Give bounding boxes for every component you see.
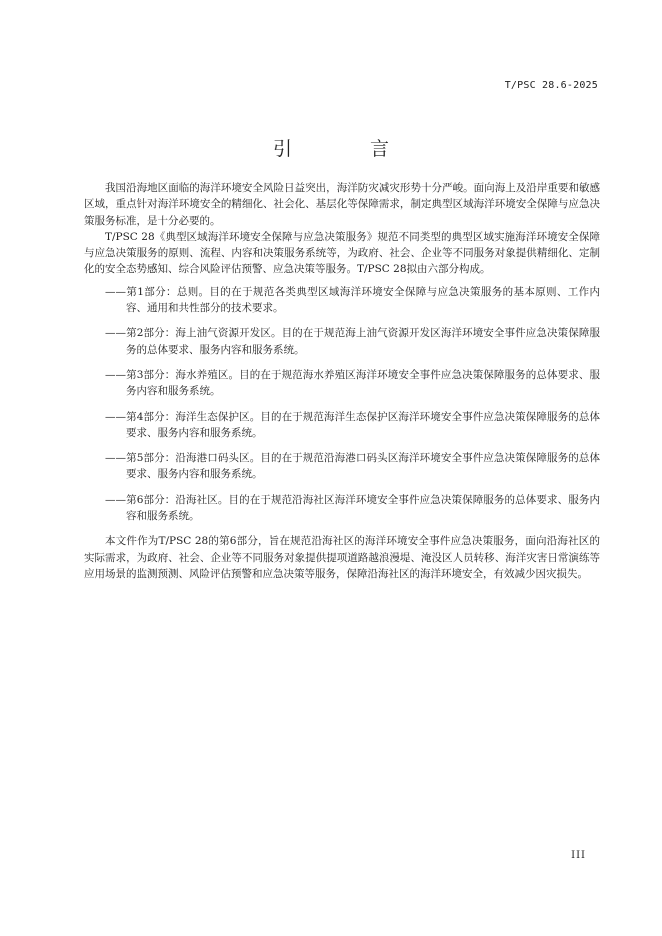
page-title: 引 言 <box>272 138 426 160</box>
list-item-part-3: ——第3部分：海水养殖区。目的在于规范海水养殖区海洋环境安全事件应急决策保障服务的总体要求、服务内容和服务系统。 <box>105 368 600 398</box>
document-code: T/PSC 28.6-2025 <box>504 80 598 91</box>
list-item-part-1: ——第1部分：总则。目的在于规范各类典型区域海洋环境安全保障与应急决策服务的基本原则、工作内容、通用和共性部分的技术要求。 <box>105 285 600 315</box>
list-item-part-5: ——第5部分：沿海港口码头区。目的在于规范沿海港口码头区海洋环境安全事件应急决策保障服务的总体要求、服务内容和服务系统。 <box>105 452 600 481</box>
page-number: III <box>571 850 586 861</box>
series-paragraph: T/PSC 28《典型区域海洋环境安全保障与应急决策服务》规范不同类型的典型区域实施海洋环境安全保障与应急决策服务的原则、流程、内容和决策服务系统等，为政府、社会、企业等不同服务对象提供精细化、定制化的安全态势感知、综合风险评估预警、应急决策等服务。T/PSC 28拟由六部分构成。 <box>84 230 600 276</box>
document-body <box>84 180 600 582</box>
list-item-part-2: ——第2部分：海上油气资源开发区。目的在于规范海上油气资源开发区海洋环境安全事件应急决策保障服务的总体要求、服务内容和服务系统。 <box>105 327 600 356</box>
parts-list <box>84 284 600 525</box>
closing-paragraph: 本文件作为T/PSC 28的第6部分，旨在规范沿海社区的海洋环境安全事件应急决策服务，面向沿海社区的实际需求，为政府、社会、企业等不同服务对象提供提项道路越浪漫堤、淹没区人员转移、海洋灾害日常演练等应用场景的监测预测、风险评估预警和应急决策等服务，保障沿海社区的海洋环境安全，有效减少因灾损失。 <box>84 535 600 580</box>
list-item-part-4: ——第4部分：海洋生态保护区。目的在于规范海洋生态保护区海洋环境安全事件应急决策保障服务的总体要求、服务内容和服务系统。 <box>105 410 600 439</box>
list-item-part-6: ——第6部分：沿海社区。目的在于规范沿海社区海洋环境安全事件应急决策保障服务的总体要求、服务内容和服务系统。 <box>105 493 600 523</box>
intro-paragraph: 我国沿海地区面临的海洋环境安全风险日益突出，海洋防灾减灾形势十分严峻。面向海上及沿岸重要和敏感区域，重点针对海洋环境安全的精细化、社会化、基层化等保障需求，制定典型区域海洋环境安全保障与应急决策服务标准，是十分必要的。 <box>84 182 600 227</box>
